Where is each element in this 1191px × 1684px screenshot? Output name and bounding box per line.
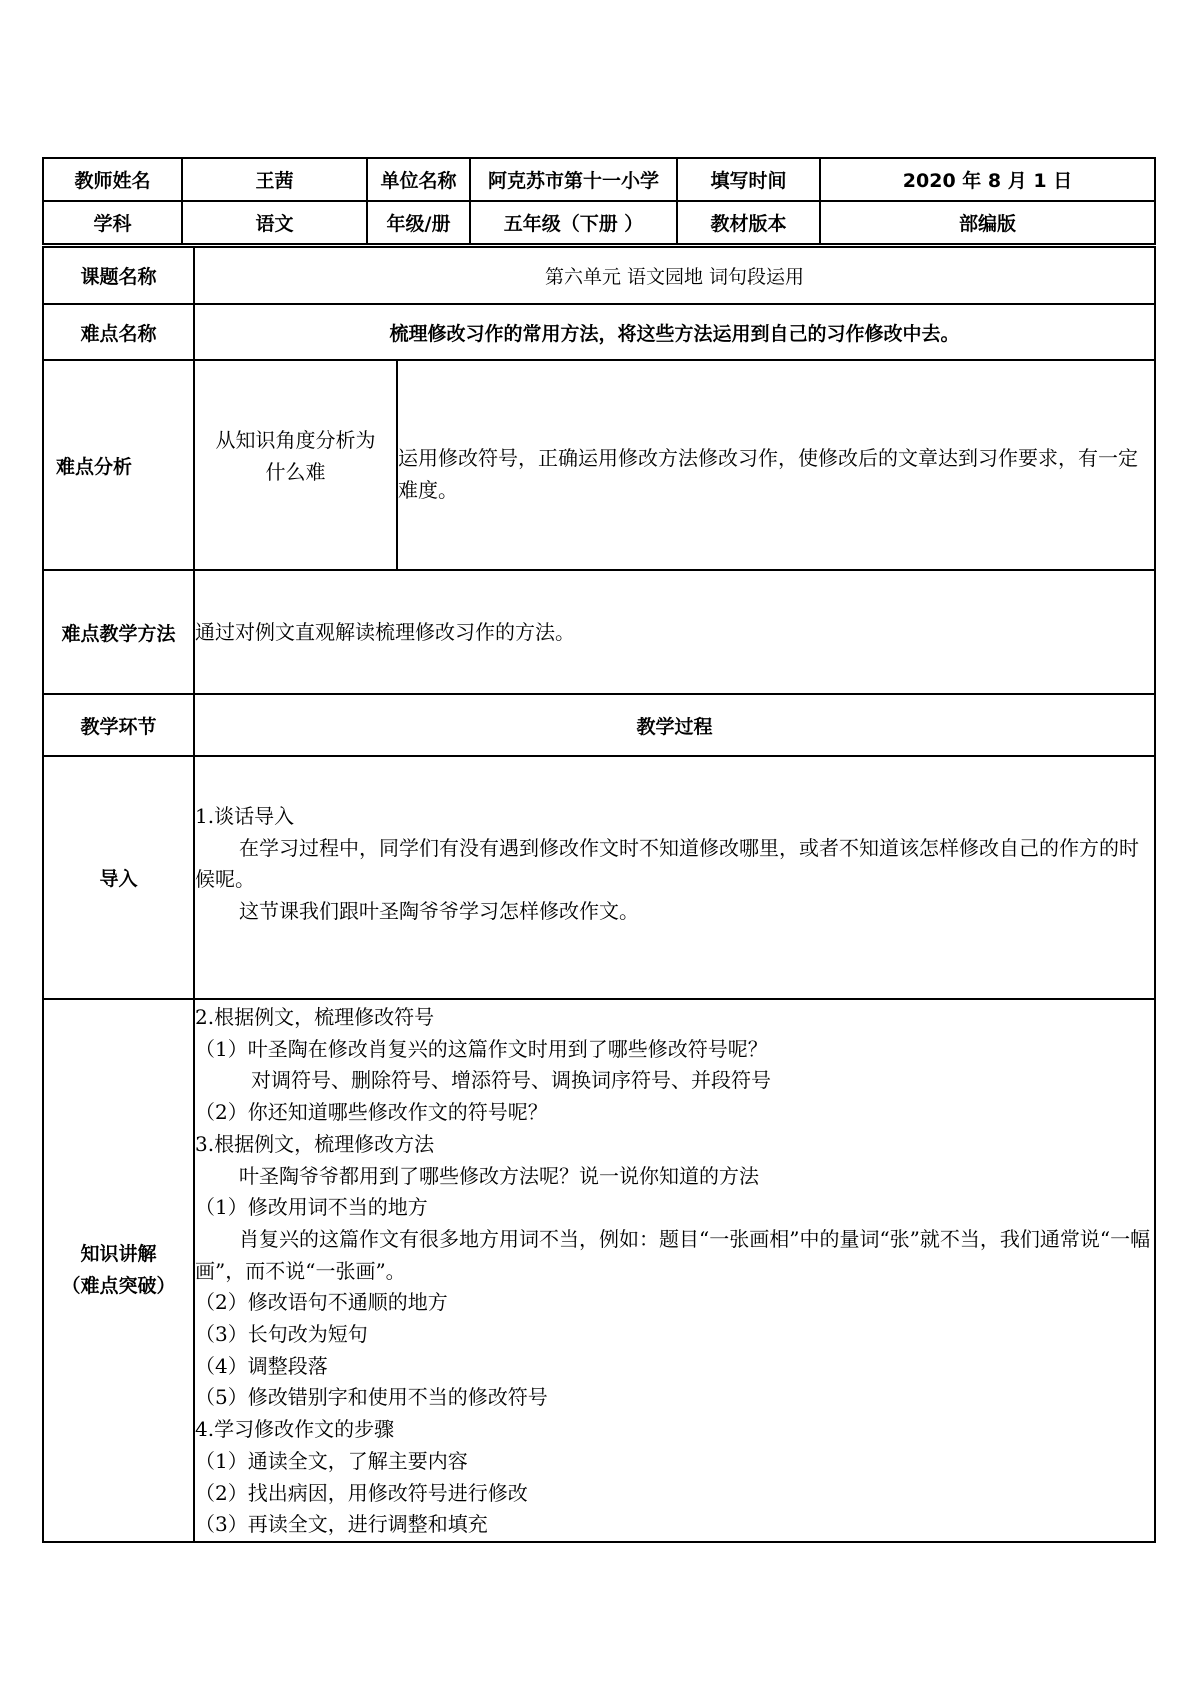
method-label: 难点教学方法 [43,570,194,694]
unit-name-value: 阿克苏市第十一小学 [470,158,677,201]
grade-value: 五年级（下册 ） [470,201,677,244]
difficulty-row [43,304,1155,360]
knowledge-label [43,999,194,1542]
knowledge-line: 叶圣陶爷爷都用到了哪些修改方法呢？说一说你知道的方法 [239,1163,759,1188]
topic-value: 第六单元 语文园地 词句段运用 [194,247,1155,304]
process-header-value: 教学过程 [194,694,1155,756]
knowledge-line: （2）找出病因，用修改符号进行修改 [195,1480,528,1505]
knowledge-line: （2）你还知道哪些修改作文的符号呢？ [195,1100,548,1125]
fill-date-label: 填写时间 [677,158,820,201]
intro-label: 导入 [43,756,194,999]
intro-line: 1.谈话导入 [195,804,295,828]
info-row-2 [43,201,1155,244]
knowledge-line: 对调符号、删除符号、增添符号、调换词序符号、并段符号 [251,1068,771,1093]
knowledge-line: 2.根据例文，梳理修改符号 [195,1005,435,1029]
edition-label: 教材版本 [677,201,820,244]
teacher-name-value: 王茜 [182,158,367,201]
analysis-label: 难点分析 [43,360,194,570]
difficulty-label: 难点名称 [43,304,194,360]
intro-line: 这节课我们跟叶圣陶爷爷学习怎样修改作文。 [239,899,639,924]
intro-row [43,756,1155,999]
lesson-content-table [42,246,1156,1543]
subject-label: 学科 [43,201,182,244]
topic-label: 课题名称 [43,247,194,304]
knowledge-line: （3）长句改为短句 [195,1322,368,1347]
fill-date-value: 2020 年 8 月 1 日 [820,158,1155,201]
knowledge-line: 4.学习修改作文的步骤 [195,1417,395,1442]
knowledge-line: 3.根据例文，梳理修改方法 [195,1131,435,1156]
edition-value: 部编版 [820,201,1155,244]
difficulty-value: 梳理修改习作的常用方法，将这些方法运用到自己的习作修改中去。 [194,304,1155,360]
knowledge-label-line-1: 知识讲解 [80,1243,157,1266]
knowledge-line: （5）修改错别字和使用不当的修改符号 [195,1385,548,1410]
analysis-value: 运用修改符号，正确运用修改方法修改习作，使修改后的文章达到习作要求，有一定难度。 [397,360,1155,570]
knowledge-line: （1）叶圣陶在修改肖复兴的这篇作文时用到了哪些修改符号呢？ [195,1036,768,1061]
info-header-table [42,157,1156,245]
info-row-1 [43,158,1155,201]
analysis-sub-label-text: 从知识角度分析为什么难 [215,428,376,484]
knowledge-line: （3）再读全文，进行调整和填充 [195,1512,488,1537]
method-value: 通过对例文直观解读梳理修改习作的方法。 [194,570,1155,694]
knowledge-label-line-2: （难点突破） [61,1275,176,1298]
teacher-name-label: 教师姓名 [43,158,182,201]
method-row [43,570,1155,694]
process-stage-label: 教学环节 [43,694,194,756]
subject-value: 语文 [182,201,367,244]
knowledge-row [43,999,1155,1542]
unit-name-label: 单位名称 [367,158,470,201]
knowledge-line: （4）调整段落 [195,1353,328,1378]
intro-line: 在学习过程中，同学们有没有遇到修改作文时不知道修改哪里，或者不知道该怎样修改自己的作方的时候呢。 [195,835,1139,892]
knowledge-line: 肖复兴的这篇作文有很多地方用词不当，例如：题目“一张画相”中的量词“张”就不当，我们通常说“一幅画”，而不说“一张画”。 [195,1226,1151,1283]
analysis-row [43,360,1155,570]
grade-label: 年级/册 [367,201,470,244]
knowledge-line: （1）通读全文，了解主要内容 [195,1448,468,1473]
intro-content [194,756,1155,999]
knowledge-content [194,999,1155,1542]
knowledge-line: （2）修改语句不通顺的地方 [195,1290,448,1315]
analysis-sub-label [194,360,397,570]
process-header-row [43,694,1155,756]
topic-row [43,247,1155,304]
knowledge-line: （1）修改用词不当的地方 [195,1195,428,1220]
